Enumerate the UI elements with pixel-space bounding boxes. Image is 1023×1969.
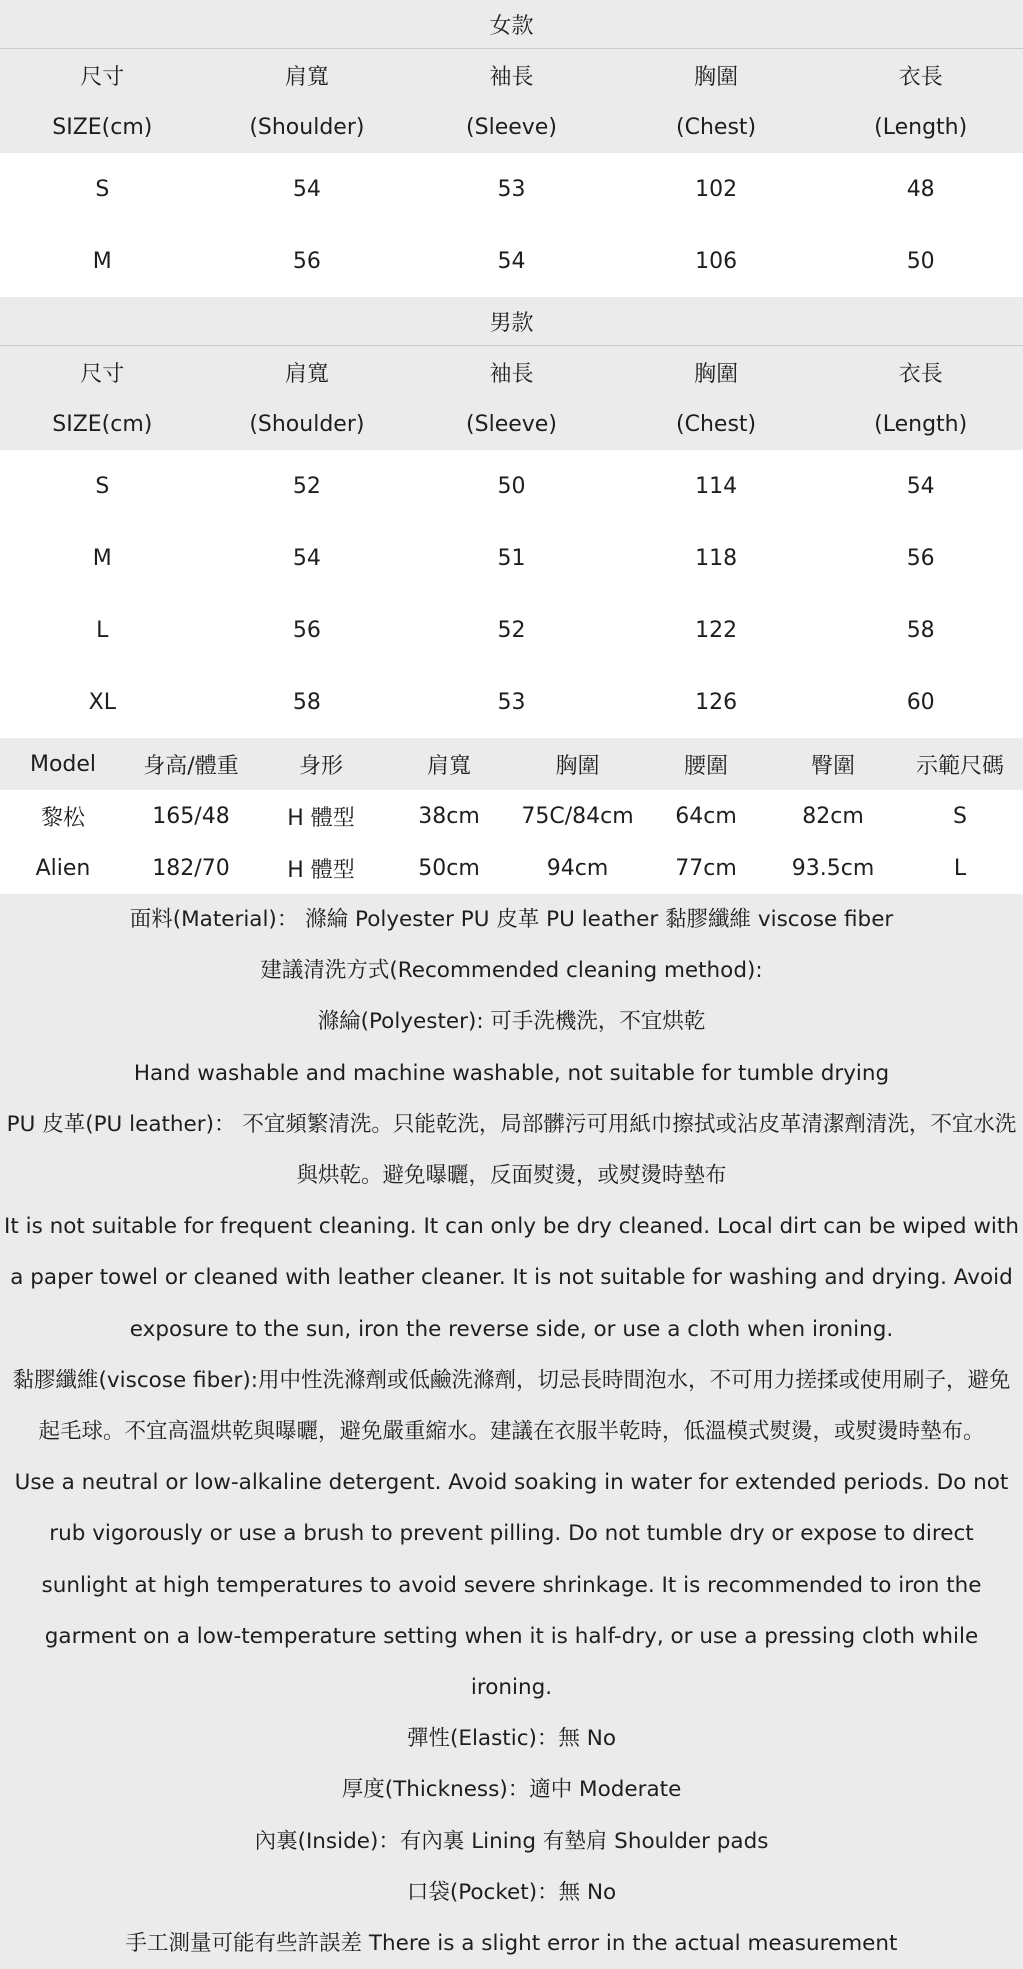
header-chest-en: (Chest) xyxy=(676,114,757,140)
sleeve-cell: 53 xyxy=(497,689,526,715)
women-header-zh-row xyxy=(0,49,1023,101)
body-shape-cell: H 體型 xyxy=(287,805,355,831)
header-shoulder-en: (Shoulder) xyxy=(249,411,365,437)
shoulder-cell: 54 xyxy=(292,176,321,202)
size-cell: S xyxy=(95,176,110,202)
length-cell: 54 xyxy=(906,473,935,499)
model-table-body xyxy=(0,790,1023,894)
header-chest-zh: 胸圍 xyxy=(694,361,739,387)
pu-leather-care-zh: PU 皮革(PU leather)： 不宜頻繁清洗。只能乾洗，局部髒污可用紙巾擦拭或沾皮革清潔劑清洗，不宜水洗與烘乾。避免曝曬，反面熨燙，或熨燙時墊布 xyxy=(6,1111,1017,1189)
header-length-zh: 衣長 xyxy=(898,361,943,387)
table-row xyxy=(0,594,1023,666)
product-info xyxy=(0,894,1023,1969)
demo-size-cell: S xyxy=(953,803,967,829)
women-section-title: 女款 xyxy=(0,0,1023,49)
length-cell: 58 xyxy=(906,617,935,643)
header-sleeve-zh: 袖長 xyxy=(489,64,534,90)
header-chest-en: (Chest) xyxy=(676,411,757,437)
polyester-care-en: Hand washable and machine washable, not suitable for tumble drying xyxy=(133,1060,890,1086)
model-name-cell: 黎松 xyxy=(40,805,85,831)
material-text: 面料(Material)： 滌綸 Polyester PU 皮革 PU leather 黏膠纖維 viscose fiber xyxy=(129,907,894,932)
measurement-note: 手工測量可能有些許誤差 There is a slight error in the actual measurement xyxy=(125,1931,898,1957)
header-length-en: (Length) xyxy=(874,114,968,140)
length-cell: 48 xyxy=(906,176,935,202)
sleeve-cell: 53 xyxy=(497,176,526,202)
elastic-text: 彈性(Elastic)：無 No xyxy=(406,1726,616,1752)
waist-cell: 77cm xyxy=(675,855,737,881)
bust-cell: 94cm xyxy=(546,855,609,881)
size-cell: S xyxy=(95,473,110,499)
header-size-en: SIZE(cm) xyxy=(52,411,153,437)
polyester-care-zh: 滌綸(Polyester): 可手洗機洗，不宜烘乾 xyxy=(317,1009,706,1035)
length-cell: 60 xyxy=(906,689,935,715)
header-shoulder-en: (Shoulder) xyxy=(249,114,365,140)
header-chest-zh: 胸圍 xyxy=(694,64,739,90)
inside-text: 內裏(Inside)：有內裏 Lining 有墊肩 Shoulder pads xyxy=(254,1828,769,1854)
table-row xyxy=(0,450,1023,522)
sleeve-cell: 51 xyxy=(497,545,526,571)
chest-cell: 102 xyxy=(695,176,738,202)
shoulder-cell: 56 xyxy=(292,248,321,274)
header-size-zh: 尺寸 xyxy=(80,361,125,387)
chest-cell: 122 xyxy=(695,617,738,643)
thickness-text: 厚度(Thickness)：適中 Moderate xyxy=(341,1777,682,1803)
header-body-shape: 身形 xyxy=(298,753,343,779)
size-cell: XL xyxy=(88,689,116,715)
header-length-zh: 衣長 xyxy=(898,64,943,90)
hip-cell: 93.5cm xyxy=(791,855,875,881)
chest-cell: 126 xyxy=(695,689,738,715)
height-weight-cell: 182/70 xyxy=(152,855,230,881)
chest-cell: 118 xyxy=(695,545,738,571)
women-header-en-row xyxy=(0,101,1023,153)
chest-cell: 114 xyxy=(695,473,738,499)
shoulder-cell: 56 xyxy=(292,617,321,643)
header-sleeve-zh: 袖長 xyxy=(489,361,534,387)
model-table xyxy=(0,738,1023,894)
size-cell: M xyxy=(92,248,112,274)
pocket-text: 口袋(Pocket)：無 No xyxy=(406,1879,617,1905)
table-row xyxy=(0,522,1023,594)
model-table-header xyxy=(0,738,1023,790)
table-row xyxy=(0,153,1023,225)
header-shoulder-zh: 肩寬 xyxy=(284,361,329,387)
viscose-care-en: Use a neutral or low-alkaline detergent. Avoid soaking in water for extended periods. Do not rub vigorously or use a brush to prevent pilling. Do not tumble dry or expose to direct sunlight at high temperatures to avoid severe shrinkage. It is recommended to iron the garment on a low-temperature setting when it is half-dry, or use a pressing cloth while ironing. xyxy=(14,1470,1009,1701)
table-row xyxy=(0,225,1023,297)
men-header-en-row xyxy=(0,398,1023,450)
header-demo-size: 示範尺碼 xyxy=(915,753,1004,779)
size-cell: M xyxy=(92,545,112,571)
women-size-table xyxy=(0,0,1023,297)
men-header-zh-row xyxy=(0,346,1023,398)
hip-cell: 82cm xyxy=(802,803,864,829)
shoulder-cell: 58 xyxy=(292,689,321,715)
men-section-title: 男款 xyxy=(0,297,1023,346)
shoulder-cell: 52 xyxy=(292,473,321,499)
bust-cell: 75C/84cm xyxy=(521,803,634,829)
height-weight-cell: 165/48 xyxy=(152,803,230,829)
shoulder-cell: 50cm xyxy=(418,855,480,881)
sleeve-cell: 50 xyxy=(497,473,526,499)
men-size-table xyxy=(0,297,1023,738)
length-cell: 56 xyxy=(906,545,935,571)
waist-cell: 64cm xyxy=(675,803,737,829)
header-size-zh: 尺寸 xyxy=(80,64,125,90)
men-table-body xyxy=(0,450,1023,738)
header-bust: 胸圍 xyxy=(555,753,600,779)
demo-size-cell: L xyxy=(953,855,967,881)
table-row xyxy=(0,790,1023,842)
chest-cell: 106 xyxy=(695,248,738,274)
header-size-en: SIZE(cm) xyxy=(52,114,153,140)
viscose-care-zh: 黏膠纖維(viscose fiber):用中性洗滌劑或低鹼洗滌劑，切忌長時間泡水，不可用力搓揉或使用刷子，避免起毛球。不宜高溫烘乾與曝曬，避免嚴重縮水。建議在衣服半乾時，低溫模式熨燙，或熨燙時墊布。 xyxy=(12,1367,1011,1445)
model-name-cell: Alien xyxy=(35,855,91,881)
header-length-en: (Length) xyxy=(874,411,968,437)
cleaning-title: 建議清洗方式(Recommended cleaning method): xyxy=(260,958,763,984)
header-height-weight: 身高/體重 xyxy=(143,753,239,779)
men-table-header xyxy=(0,346,1023,450)
header-shoulder: 肩寬 xyxy=(426,753,471,779)
header-waist: 腰圍 xyxy=(683,753,728,779)
table-row xyxy=(0,842,1023,894)
header-model: Model xyxy=(29,751,97,777)
body-shape-cell: H 體型 xyxy=(287,857,355,883)
table-row xyxy=(0,666,1023,738)
size-cell: L xyxy=(96,617,109,643)
header-sleeve-en: (Sleeve) xyxy=(466,411,557,437)
pu-leather-care-en: It is not suitable for frequent cleaning. It can only be dry cleaned. Local dirt can be wiped with a paper towel or cleaned with leather cleaner. It is not suitable for washing and drying. Avoid exposure to the sun, iron the reverse side, or use a cloth when ironing. xyxy=(4,1214,1019,1342)
header-shoulder-zh: 肩寬 xyxy=(284,64,329,90)
sleeve-cell: 52 xyxy=(497,617,526,643)
sleeve-cell: 54 xyxy=(497,248,526,274)
shoulder-cell: 38cm xyxy=(418,803,480,829)
shoulder-cell: 54 xyxy=(292,545,321,571)
women-table-body xyxy=(0,153,1023,297)
women-table-header xyxy=(0,49,1023,153)
length-cell: 50 xyxy=(906,248,935,274)
header-hip: 臀圍 xyxy=(810,753,855,779)
header-sleeve-en: (Sleeve) xyxy=(466,114,557,140)
